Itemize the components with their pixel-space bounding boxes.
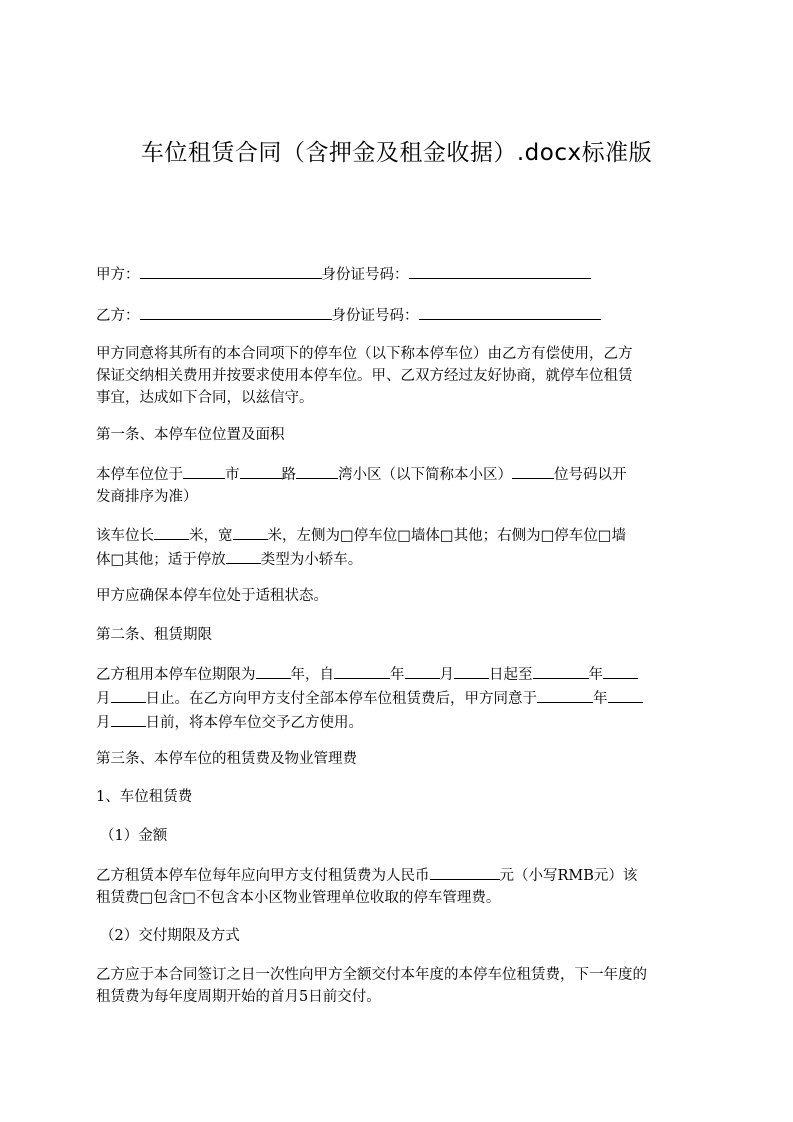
payment-heading: （2）交付期限及方式 [100,928,240,944]
text: 湾小区（以下简称本小区） [338,467,512,483]
party-b-line [96,303,696,327]
text: 体□其他；适于停放 [96,552,226,568]
location-paragraph [96,462,696,508]
text: 月 [96,715,111,731]
term-line [96,662,696,686]
vehicle-type-blank[interactable] [226,547,261,564]
size-line [96,547,696,571]
text: 年 [390,667,405,683]
term-line [96,686,696,710]
end-month-blank-1[interactable] [603,662,638,679]
end-day-blank[interactable] [111,686,146,703]
text: 乙方租赁本停车位每年应向甲方支付租赁费为人民币 [96,868,430,884]
text: 日起至 [489,667,533,683]
payment-paragraph [96,964,696,1008]
text: 该车位长 [96,528,154,544]
payment-line: 乙方应于本合同签订之日一次性向甲方全额交付本年度的本停车位租赁费，下一年度的 [96,967,647,983]
article-3-heading: 第三条、本停车位的租赁费及物业管理费 [96,751,357,767]
text: 本停车位位于 [96,467,183,483]
years-blank[interactable] [256,662,291,679]
fee-paragraph [96,863,696,909]
text: 元（小写RMB元）该 [499,868,638,884]
community-blank[interactable] [296,462,338,479]
text: 年 [588,667,603,683]
city-blank[interactable] [183,462,225,479]
start-month-blank[interactable] [405,662,440,679]
document-title: 车位租赁合同（含押金及租金收据）.docx标准版 [140,140,653,166]
text: 位号码以开 [554,467,627,483]
text: 月 [439,667,454,683]
fee-line [96,863,696,887]
handover-month-blank-1[interactable] [608,686,643,703]
road-blank[interactable] [240,462,282,479]
article-1-heading: 第一条、本停车位位置及面积 [96,427,285,443]
text: 路 [281,467,296,483]
fee-amount-blank[interactable] [430,863,500,880]
text: 乙方租用本停车位期限为 [96,667,256,683]
party-a-label: 甲方： [96,267,140,283]
text: 年，自 [290,667,334,683]
state-paragraph: 甲方应确保本停车位处于适租状态。 [96,588,328,604]
location-line: 发商排序为准） [96,489,198,505]
text: 米，左侧为□停车位□墙体□其他；右侧为□停车位□墙 [267,528,626,544]
text: 类型为小轿车。 [260,552,363,568]
party-b-id-label: 身份证号码： [331,308,419,324]
size-paragraph [96,523,696,571]
payment-line: 租赁费为每年度周期开始的首月5日前交付。 [96,989,381,1005]
text: 市 [225,467,240,483]
intro-line: 保证交纳相关费用并按要求使用本停车位。甲、乙双方经过友好协商，就停车位租赁 [96,368,633,384]
intro-line: 甲方同意将其所有的本合同项下的停车位（以下称本停车位）由乙方有偿使用，乙方 [96,346,633,362]
term-paragraph [96,662,696,734]
party-a-line [96,262,696,286]
handover-year-blank[interactable] [537,686,593,703]
text: 年 [593,691,608,707]
start-day-blank[interactable] [454,662,489,679]
party-a-id-blank[interactable] [409,262,591,279]
intro-paragraph [96,343,696,409]
text: 日前，将本停车位交予乙方使用。 [145,715,363,731]
intro-line: 事宜，达成如下合同，以兹信守。 [96,390,314,406]
text: 米，宽 [189,528,233,544]
amount-heading: （1）金额 [100,828,168,844]
party-b-id-blank[interactable] [419,303,601,320]
spot-number-blank[interactable] [512,462,554,479]
party-a-name-blank[interactable] [140,262,322,279]
sub-section-1-heading: 1、车位租赁费 [96,789,193,805]
party-b-label: 乙方： [96,308,140,324]
term-line [96,710,696,734]
length-blank[interactable] [154,523,189,540]
text: 日止。在乙方向甲方支付全部本停车位租赁费后，甲方同意于 [145,691,537,707]
party-b-name-blank[interactable] [140,303,332,320]
fee-line: 租赁费□包含□不包含本小区物业管理单位收取的停车管理费。 [96,890,501,906]
width-blank[interactable] [233,523,268,540]
article-2-heading: 第二条、租赁期限 [96,627,212,643]
start-year-blank[interactable] [334,662,390,679]
end-year-blank[interactable] [533,662,589,679]
text: 月 [96,691,111,707]
location-line [96,462,696,486]
party-a-id-label: 身份证号码： [321,267,409,283]
handover-day-blank[interactable] [111,710,146,727]
size-line [96,523,696,547]
